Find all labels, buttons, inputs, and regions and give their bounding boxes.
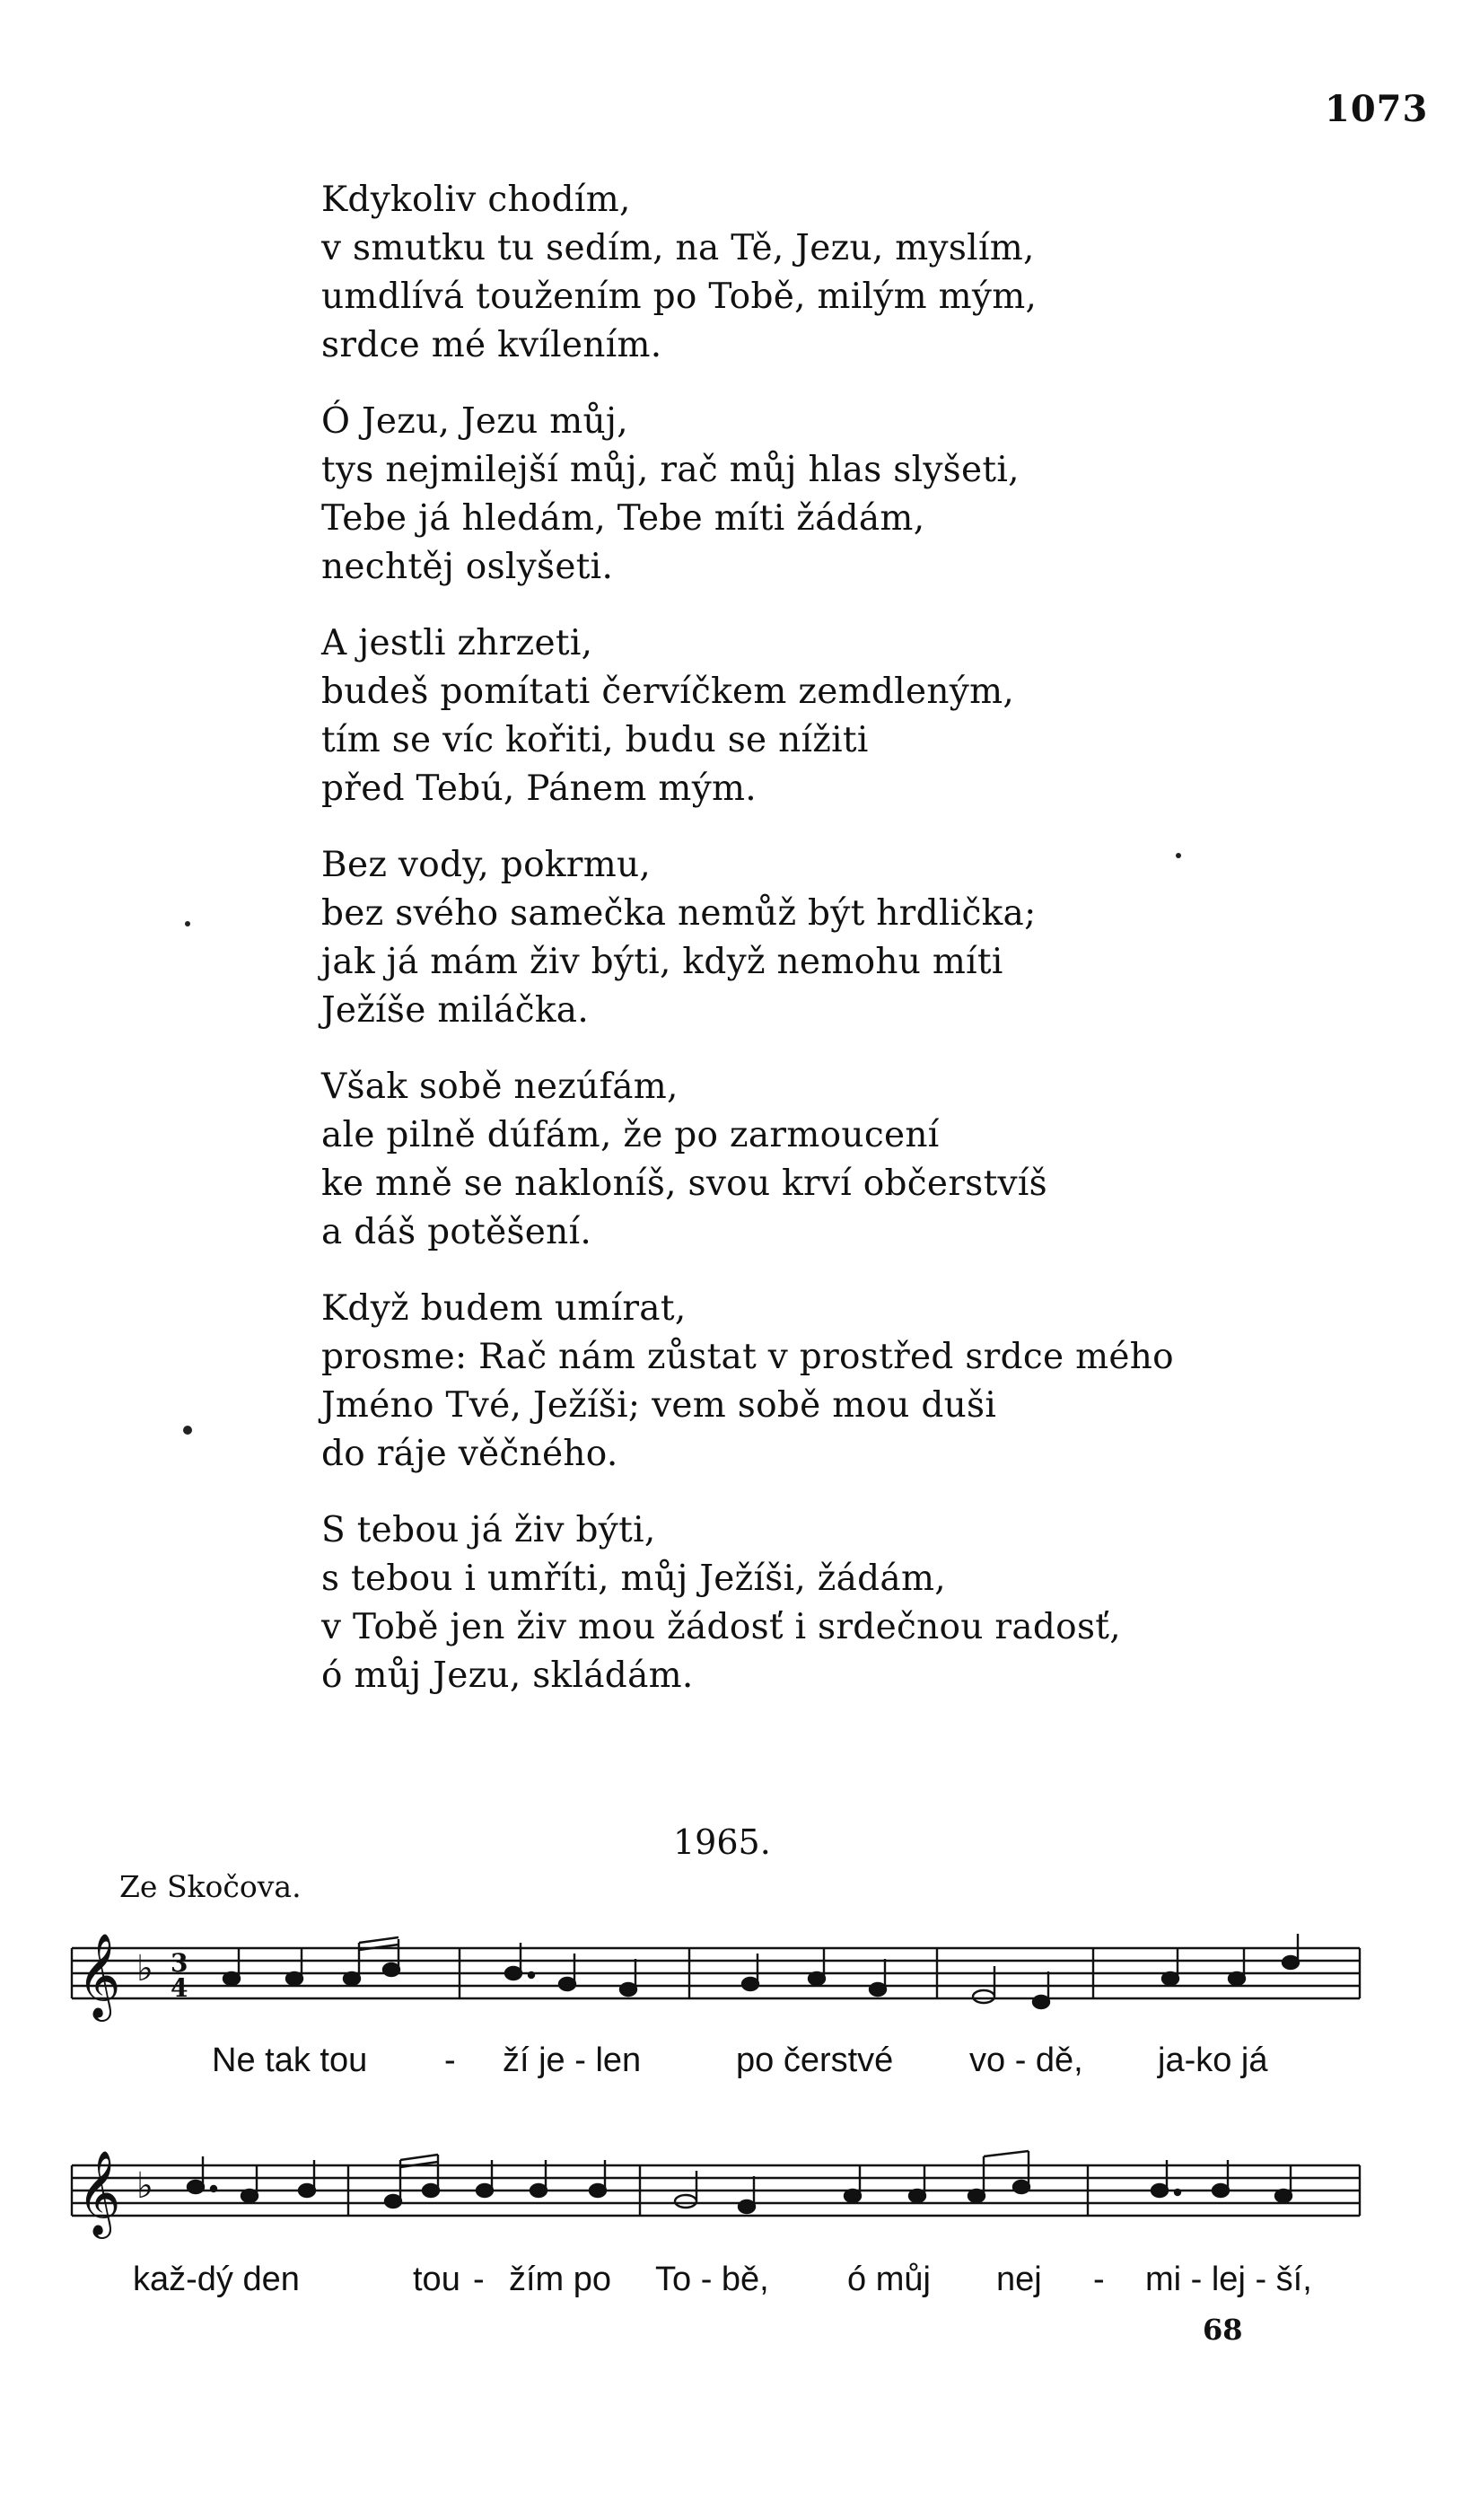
- verse-line: před Tebú, Pánem mým.: [321, 768, 758, 809]
- verse-line: Jméno Tvé, Ježíši; vem sobě mou duši: [321, 1385, 997, 1426]
- verse-line: bez svého samečka nemůž být hrdlička;: [321, 893, 1037, 934]
- poem-text: [321, 176, 1174, 1728]
- print-speck: [183, 1426, 192, 1435]
- verse-line: Bez vody, pokrmu,: [321, 845, 652, 885]
- lyric-syllable: žím po: [509, 2261, 612, 2298]
- verse-line: do ráje věčného.: [321, 1434, 618, 1474]
- verse-line: Když budem umírat,: [321, 1288, 687, 1329]
- verse-line: Tebe já hledám, Tebe míti žádám,: [321, 498, 925, 539]
- verse-line: Kdykoliv chodím,: [321, 180, 631, 220]
- treble-clef-icon: 𝄞: [77, 2150, 121, 2235]
- lyric-syllable: kaž-dý den: [133, 2261, 300, 2298]
- verse-line: tys nejmilejší můj, rač můj hlas slyšeti,: [321, 450, 1020, 490]
- lyric-syllable: po čerstvé: [736, 2041, 894, 2079]
- verse-line: budeš pomítati červíčkem zemdleným,: [321, 672, 1015, 712]
- music-staff-2: [0, 2147, 1480, 2255]
- lyric-syllable: vo - dě,: [969, 2041, 1083, 2079]
- verse-line: jak já mám živ býti, když nemohu míti: [321, 942, 1003, 982]
- flat-sign-icon: ♭: [136, 1948, 153, 1989]
- stanza: [321, 398, 1174, 592]
- verse-line: Ó Jezu, Jezu můj,: [321, 401, 629, 442]
- treble-clef-icon: 𝄞: [77, 1933, 121, 2018]
- song-origin: Ze Skočova.: [119, 1869, 302, 1904]
- music-staff-1: [0, 1930, 1480, 2038]
- svg-text:4: 4: [171, 1973, 188, 2003]
- stanza: [321, 1285, 1174, 1479]
- stanza: [321, 176, 1174, 370]
- verse-line: ale pilně dúfám, že po zarmoucení: [321, 1115, 940, 1155]
- print-speck: [1176, 853, 1181, 858]
- verse-line: Však sobě nezúfám,: [321, 1067, 679, 1107]
- lyric-syllable: mi - lej - ší,: [1145, 2261, 1312, 2298]
- verse-line: ke mně se nakloníš, svou krví občerstvíš: [321, 1163, 1047, 1204]
- lyric-syllable: ží je - len: [503, 2041, 642, 2079]
- verse-line: tím se víc kořiti, budu se nížiti: [321, 720, 869, 760]
- lyric-syllable: Ne tak tou: [212, 2041, 368, 2079]
- page-number: 1073: [1325, 88, 1429, 130]
- verse-line: Ježíše miláčka.: [321, 990, 590, 1031]
- sheet-signature: 68: [1203, 2313, 1243, 2347]
- print-speck: [185, 921, 190, 926]
- stanza: [321, 1063, 1174, 1257]
- verse-line: v Tobě jen živ mou žádosť i srdečnou radosť,: [321, 1607, 1121, 1647]
- time-signature-icon: 3: [171, 1948, 188, 1978]
- lyric-syllable: tou: [413, 2261, 460, 2298]
- lyric-syllable: -: [1093, 2261, 1105, 2298]
- stanza: [321, 619, 1174, 813]
- lyric-syllable: -: [444, 2041, 456, 2079]
- stanza: [321, 1506, 1174, 1700]
- verse-line: S tebou já živ býti,: [321, 1510, 656, 1550]
- verse-line: prosme: Rač nám zůstat v prostřed srdce mého: [321, 1337, 1174, 1377]
- verse-line: s tebou i umříti, můj Ježíši, žádám,: [321, 1559, 946, 1599]
- lyric-syllable: nej: [996, 2261, 1042, 2298]
- verse-line: A jestli zhrzeti,: [321, 623, 593, 663]
- lyric-syllable: -: [473, 2261, 485, 2298]
- verse-line: nechtěj oslyšeti.: [321, 547, 614, 587]
- verse-line: umdlívá toužením po Tobě, milým mým,: [321, 277, 1038, 317]
- flat-sign-icon: ♭: [136, 2165, 153, 2207]
- lyric-syllable: To - bě,: [655, 2261, 769, 2298]
- verse-line: srdce mé kvílením.: [321, 325, 662, 365]
- lyric-syllable: ja-ko já: [1158, 2041, 1268, 2079]
- stanza: [321, 841, 1174, 1035]
- verse-line: a dáš potěšení.: [321, 1212, 592, 1252]
- verse-line: v smutku tu sedím, na Tě, Jezu, myslím,: [321, 228, 1035, 268]
- song-number: 1965.: [673, 1822, 771, 1862]
- lyric-syllable: ó můj: [847, 2261, 931, 2298]
- verse-line: ó můj Jezu, skládám.: [321, 1655, 694, 1696]
